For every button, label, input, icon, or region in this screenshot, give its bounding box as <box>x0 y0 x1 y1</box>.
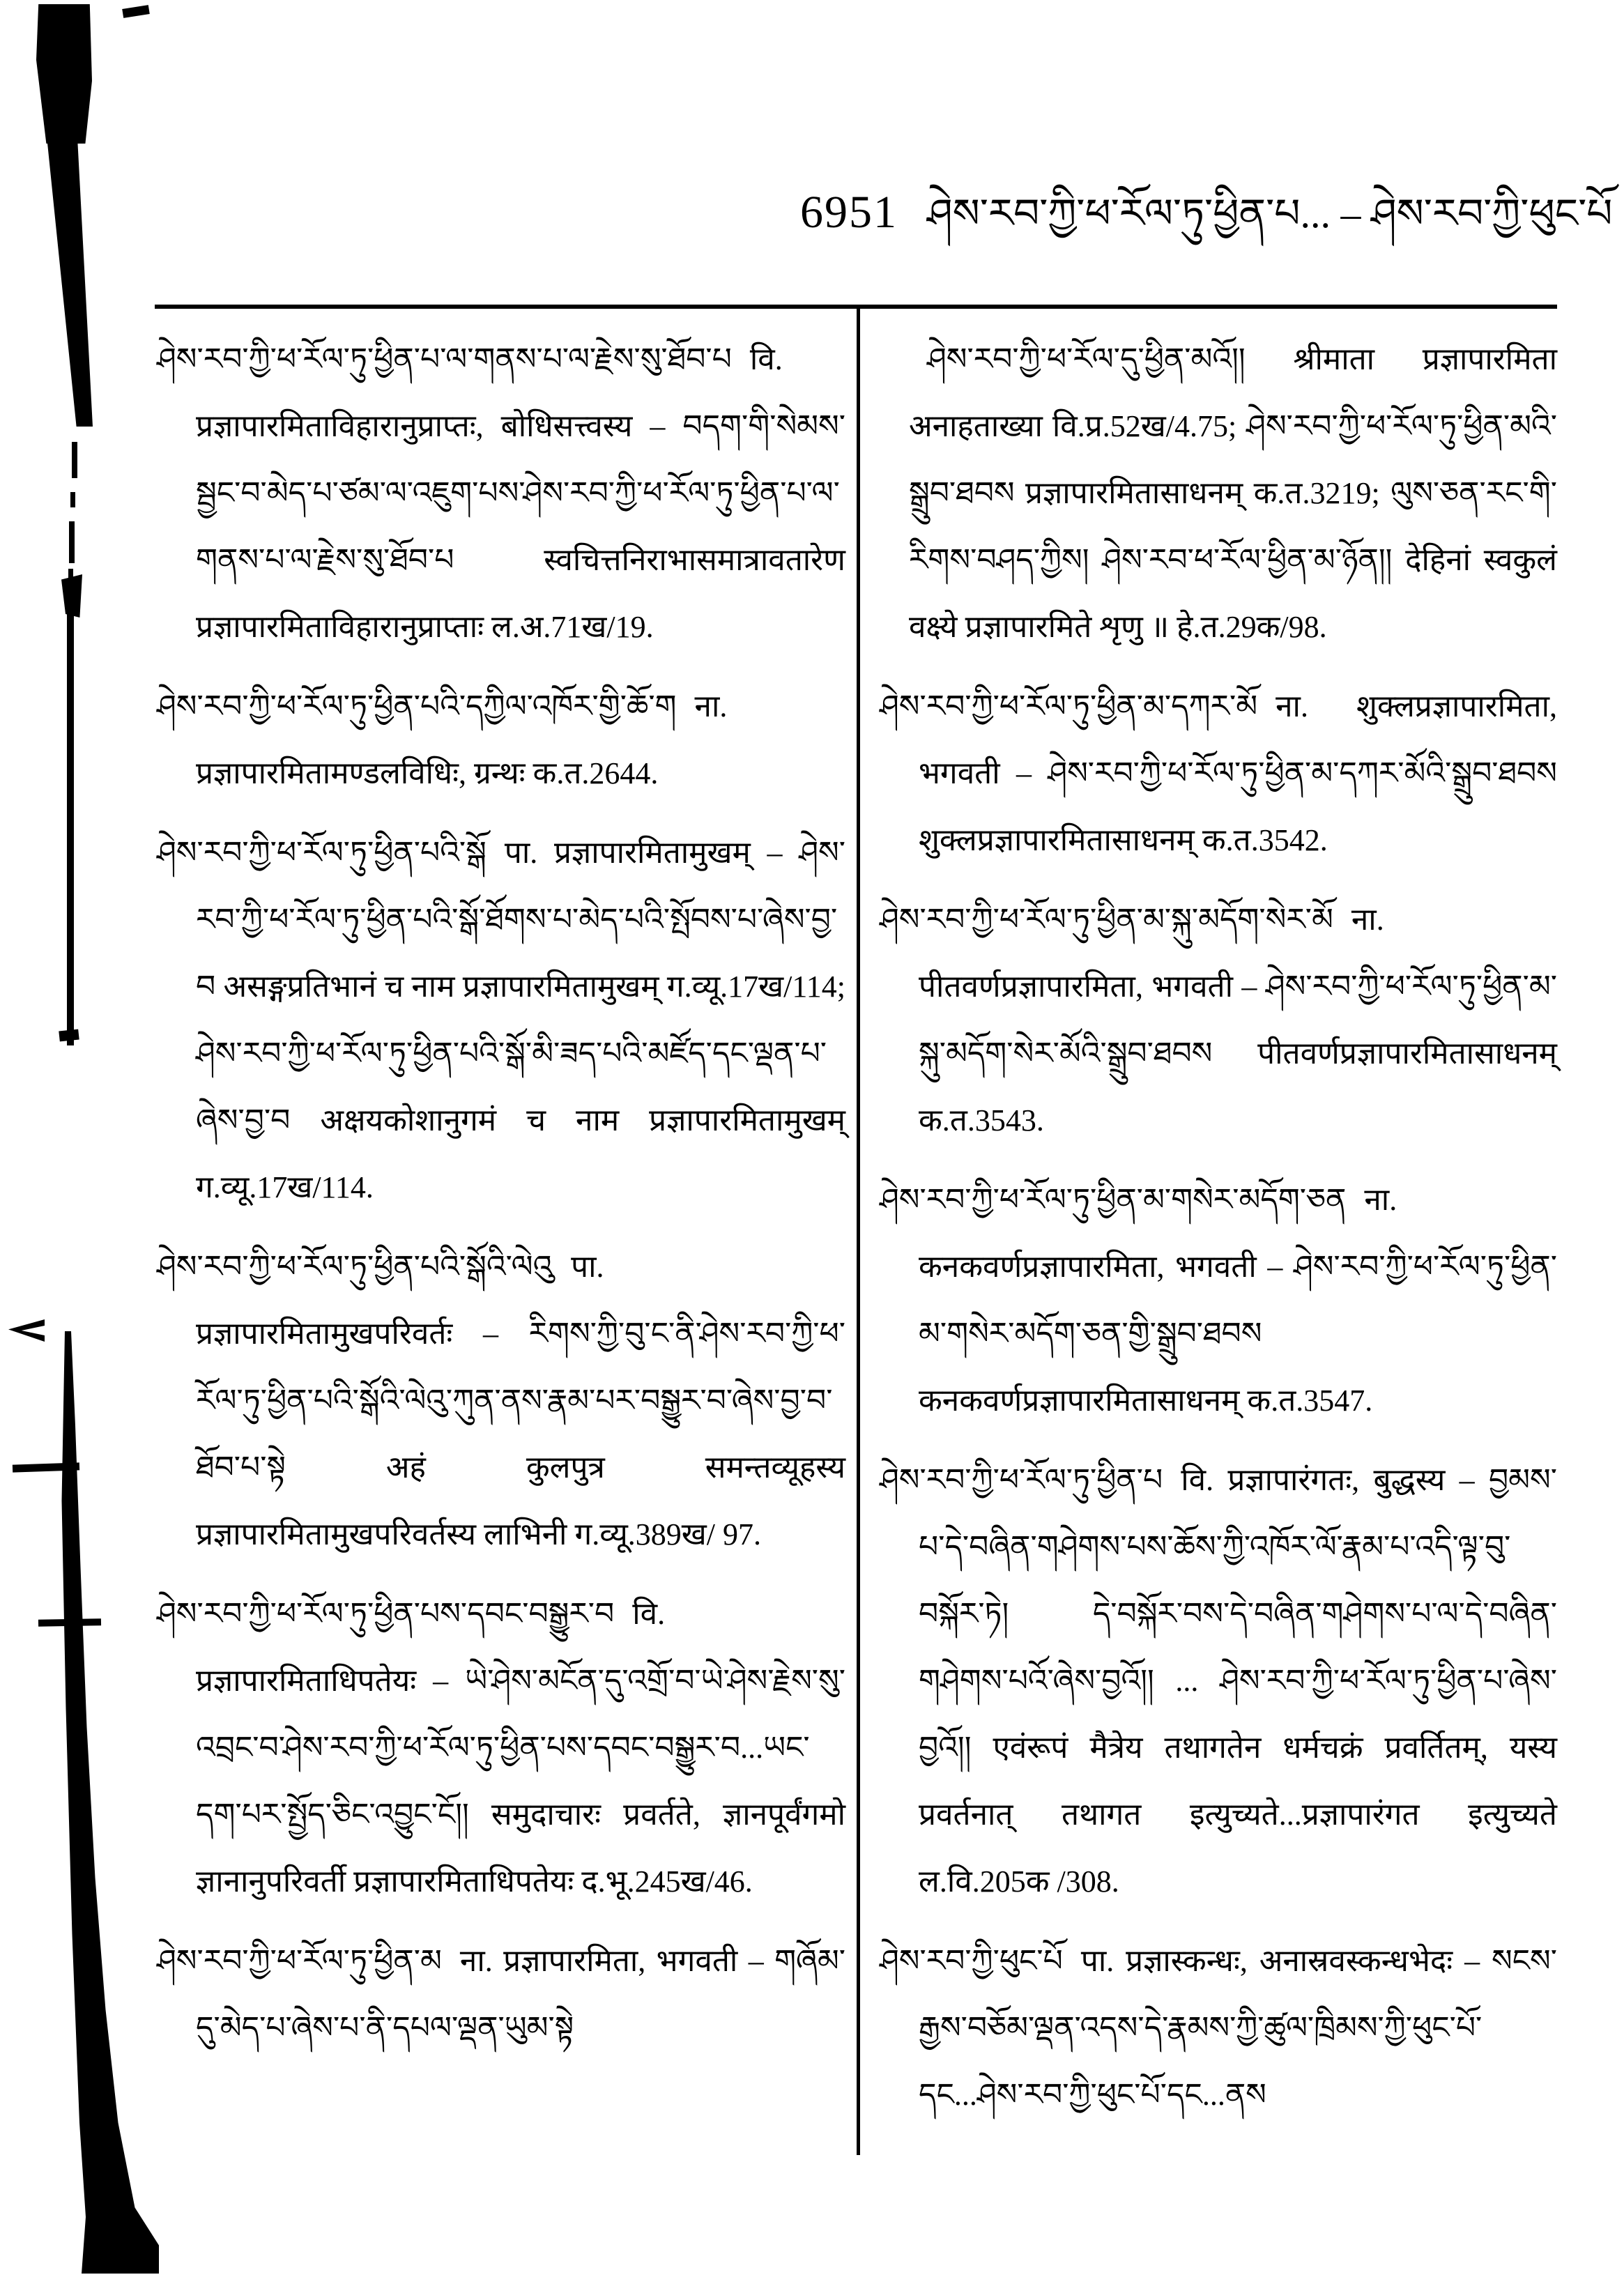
entry-headword: ཤེས་རབ་ཀྱི་ཕ་རོལ་ཏུ་ཕྱིན་མ་དཀར་མོ <box>880 689 1258 723</box>
entry-headword: ཤེས་རབ་ཀྱི་ཕ་རོལ་ཏུ་ཕྱིན་པ་ལ་གནས་པ་ལ་རྗེས་སུ་ཐོབ་པ <box>157 342 732 376</box>
dictionary-entry <box>157 673 845 807</box>
entry-headword: ཤེས་རབ་ཀྱི་ཕུང་པོ <box>880 1944 1063 1978</box>
entry-body: पा. प्रज्ञापारमितामुखम् – ཤེས་རབ་ཀྱི་ཕ་རོལ་ཏུ་ཕྱིན་པའི་སྒོ་ཐོགས་པ་མེད་པའི་སྤོབས་པ་ཞེས་བྱ་བ असङ्गप्रतिभानं च नाम प्रज्ञापारमितामुखम् ग.व्यू.17ख/114; ཤེས་རབ་ཀྱི་ཕ་རོལ་ཏུ་ཕྱིན་པའི་སྒོ་མི་ཟད་པའི་མཛོད་དང་ལྡན་པ་ཞེས་བྱ་བ अक्षयकोशानुगमं च नाम प्रज्ञापारमितामुखम् ग.व्यू.17ख/114. <box>196 836 845 1204</box>
entry-headword: ཤེས་རབ་ཀྱི་ཕ་རོལ་ཏུ་ཕྱིན་མ་སྐུ་མདོག་སེར་མོ <box>880 903 1333 937</box>
dictionary-entry <box>880 1167 1557 1434</box>
binding-line <box>67 613 74 1045</box>
dictionary-entry <box>157 326 845 661</box>
entry-body: ना. पीतवर्णप्रज्ञापारमिता, भगवती – ཤེས་རབ་ཀྱི་ཕ་རོལ་ཏུ་ཕྱིན་མ་སྐུ་མདོག་སེར་མོའི་སྒྲུབ་ཐབས पीतवर्णप्रज्ञापारमितासाधनम् क.त.3543. <box>919 903 1557 1137</box>
header-rule <box>155 305 1557 309</box>
dictionary-entry <box>157 1234 845 1568</box>
entry-body: पा. प्रज्ञास्कन्धः, अनास्रवस्कन्धभेदः – སངས་རྒྱས་བཅོམ་ལྡན་འདས་དེ་རྣམས་ཀྱི་ཚུལ་ཁྲིམས་ཀྱི་ཕུང་པོ་དང...ཤེས་རབ་ཀྱི་ཕུང་པོ་དང...ནས <box>919 1944 1557 2112</box>
dictionary-entry <box>157 1581 845 1915</box>
margin-chevron-mark <box>8 1319 45 1342</box>
entry-headword: ཤེས་རབ་ཀྱི་ཕ་རོལ་ཏུ་ཕྱིན་པ <box>880 1463 1163 1497</box>
binding-speck <box>122 5 150 18</box>
left-column <box>157 326 845 2074</box>
page-number: 6951 <box>800 187 898 238</box>
column-divider <box>857 305 860 2155</box>
entry-headword: ཤེས་རབ་ཀྱི་ཕ་རོལ་ཏུ་ཕྱིན་པའི་སྒོའི་ལེའུ <box>157 1250 553 1284</box>
entry-headword: ཤེས་རབ་ཀྱི་ཕ་རོལ་ཏུ་ཕྱིན་པའི་སྒོ <box>157 836 487 870</box>
entry-body: ना. शुक्लप्रज्ञापारमिता, भगवती – ཤེས་རབ་ཀྱི་ཕ་རོལ་ཏུ་ཕྱིན་མ་དཀར་མོའི་སྒྲུབ་ཐབས शुक्लप्रज्ञापारमितासाधनम् क.त.3542. <box>919 689 1557 857</box>
entry-headword: ཤེས་རབ་ཀྱི་ཕ་རོལ་ཏུ་ཕྱིན་པའི་དཀྱིལ་འཁོར་གྱི་ཆོ་ག <box>157 689 677 723</box>
right-column <box>880 326 1557 2141</box>
binding-mark-top <box>36 4 92 144</box>
dictionary-entry <box>880 1447 1557 1915</box>
binding-line-foot <box>59 1029 79 1042</box>
binding-line-dash <box>72 442 77 478</box>
entry-body: वि. प्रज्ञापारंगतः, बुद्धस्य – བྱམས་པ་དེ་བཞིན་གཤེགས་པས་ཆོས་ཀྱི་འཁོར་ལོ་རྣམ་པ་འདི་ལྟ་བུ་བསྐོར་ཏེ། དེ་བསྐོར་བས་དེ་བཞིན་གཤེགས་པ་ལ་དེ་བཞིན་གཤེགས་པའོ་ཞེས་བྱའོ།། ... ཤེས་རབ་ཀྱི་ཕ་རོལ་ཏུ་ཕྱིན་པ་ཞེས་བྱའོ།། एवंरूपं मैत्रेय तथागतेन धर्मचक्रं प्रवर्तितम्, यस्य प्रवर्तनात् तथागत इत्युच्यते...प्रज्ञापारंगत इत्युच्यते ल.वि.205क /308. <box>919 1463 1557 1899</box>
entry-body: ना. कनकवर्णप्रज्ञापारमिता, भगवती – ཤེས་རབ་ཀྱི་ཕ་རོལ་ཏུ་ཕྱིན་མ་གསེར་མདོག་ཅན་གྱི་སྒྲུབ་ཐབས कनकवर्णप्रज्ञापारमितासाधनम् क.त.3547. <box>919 1183 1557 1418</box>
dictionary-entry <box>157 1928 845 2062</box>
running-head-text: ཤེས་རབ་ཀྱི་ཕ་རོལ་ཏུ་ཕྱིན་པ... – ཤེས་རབ་ཀྱི་ཕུང་པོ <box>927 191 1613 236</box>
entry-body: वि. प्रज्ञापारमिताधिपतेयः – ཡེ་ཤེས་མངོན་དུ་འགྲོ་བ་ཡེ་ཤེས་རྗེས་སུ་འབྲང་བ་ཤེས་རབ་ཀྱི་ཕ་རོལ་ཏུ་ཕྱིན་པས་དབང་བསྒྱུར་བ...ཡང་དག་པར་སྤྱོད་ཅིང་འབྱུང་ངོ།། समुदाचारः प्रवर्तते, ज्ञानपूर्वंगमो ज्ञानानुपरिवर्ती प्रज्ञापारमिताधिपतेयः द.भू.245ख/46. <box>196 1597 845 1899</box>
dictionary-entry <box>880 673 1557 874</box>
entry-body: पा. प्रज्ञापारमितामुखपरिवर्तः – རིགས་ཀྱི་བུ་ང་ནི་ཤེས་རབ་ཀྱི་ཕ་རོལ་ཏུ་ཕྱིན་པའི་སྒོའི་ལེའུ་ཀུན་ནས་རྣམ་པར་བསྒྱུར་བ་ཞེས་བྱ་བ་ཐོབ་པ་སྟེ अहं कुलपुत्र समन्तव्यूहस्य प्रज्ञापारमितामुखपरिवर्तस्य लाभिनी ग.व्यू.389ख/ 97. <box>196 1250 845 1551</box>
running-header <box>800 187 1613 238</box>
entry-body: ཤེས་རབ་ཀྱི་ཕ་རོལ་དུ་ཕྱིན་མའོ།། श्रीमाता प्रज्ञापारमिता अनाहताख्या वि.प्र.52ख/4.75; ཤེས་རབ་ཀྱི་ཕ་རོལ་ཏུ་ཕྱིན་མའི་སྒྲུབ་ཐབས प्रज्ञापारमितासाधनम् क.त.3219; ལུས་ཅན་རང་གི་རིགས་བཤད་ཀྱིས། ཤེས་རབ་ཕ་རོལ་ཕྱིན་མ་ཉོན།། देहिनां स्वकुलं वक्ष्ये प्रज्ञापारमिते शृणु ॥ हे.त.29क/98. <box>909 342 1557 644</box>
entry-headword: ཤེས་རབ་ཀྱི་ཕ་རོལ་ཏུ་ཕྱིན་པས་དབང་བསྒྱུར་བ <box>157 1597 615 1631</box>
binding-wedge-bottom <box>54 1331 159 2274</box>
binding-line-dash <box>70 492 75 507</box>
binding-tick <box>38 1618 101 1627</box>
entry-body: वि. प्रज्ञापारमिताविहारानुप्राप्तः, बोधिसत्त्वस्य – བདག་གི་སེམས་སྦྱང་བ་མེད་པ་ཙམ་ལ་འཇུག་པས་ཤེས་རབ་ཀྱི་ཕ་རོལ་ཏུ་ཕྱིན་པ་ལ་གནས་པ་ལ་རྗེས་སུ་ཐོབ་པ स्वचित्तनिराभासमात्रावतारेण प्रज्ञापारमिताविहारानुप्राप्ताः ल.अ.71ख/19. <box>196 342 845 644</box>
dictionary-entry <box>157 820 845 1221</box>
entry-body: ना. प्रज्ञापारमितामण्डलविधिः, ग्रन्थः क.त.2644. <box>196 689 728 790</box>
dictionary-entry <box>880 1928 1557 2129</box>
entry-headword: ཤེས་རབ་ཀྱི་ཕ་རོལ་ཏུ་ཕྱིན་མ <box>157 1944 442 1978</box>
dictionary-entry <box>880 887 1557 1154</box>
binding-mark-taper <box>38 139 93 427</box>
entry-body: ना. प्रज्ञापारमिता, भगवती – གཞོམ་དུ་མེད་པ་ཞེས་པ་ནི་དཔལ་ལྡན་ཡུམ་སྟེ <box>196 1944 845 2045</box>
binding-line-dash <box>69 521 75 563</box>
entry-headword: ཤེས་རབ་ཀྱི་ཕ་རོལ་ཏུ་ཕྱིན་མ་གསེར་མདོག་ཅན <box>880 1183 1347 1217</box>
binding-mark-mid <box>61 574 82 618</box>
dictionary-entry-continuation <box>880 326 1557 661</box>
